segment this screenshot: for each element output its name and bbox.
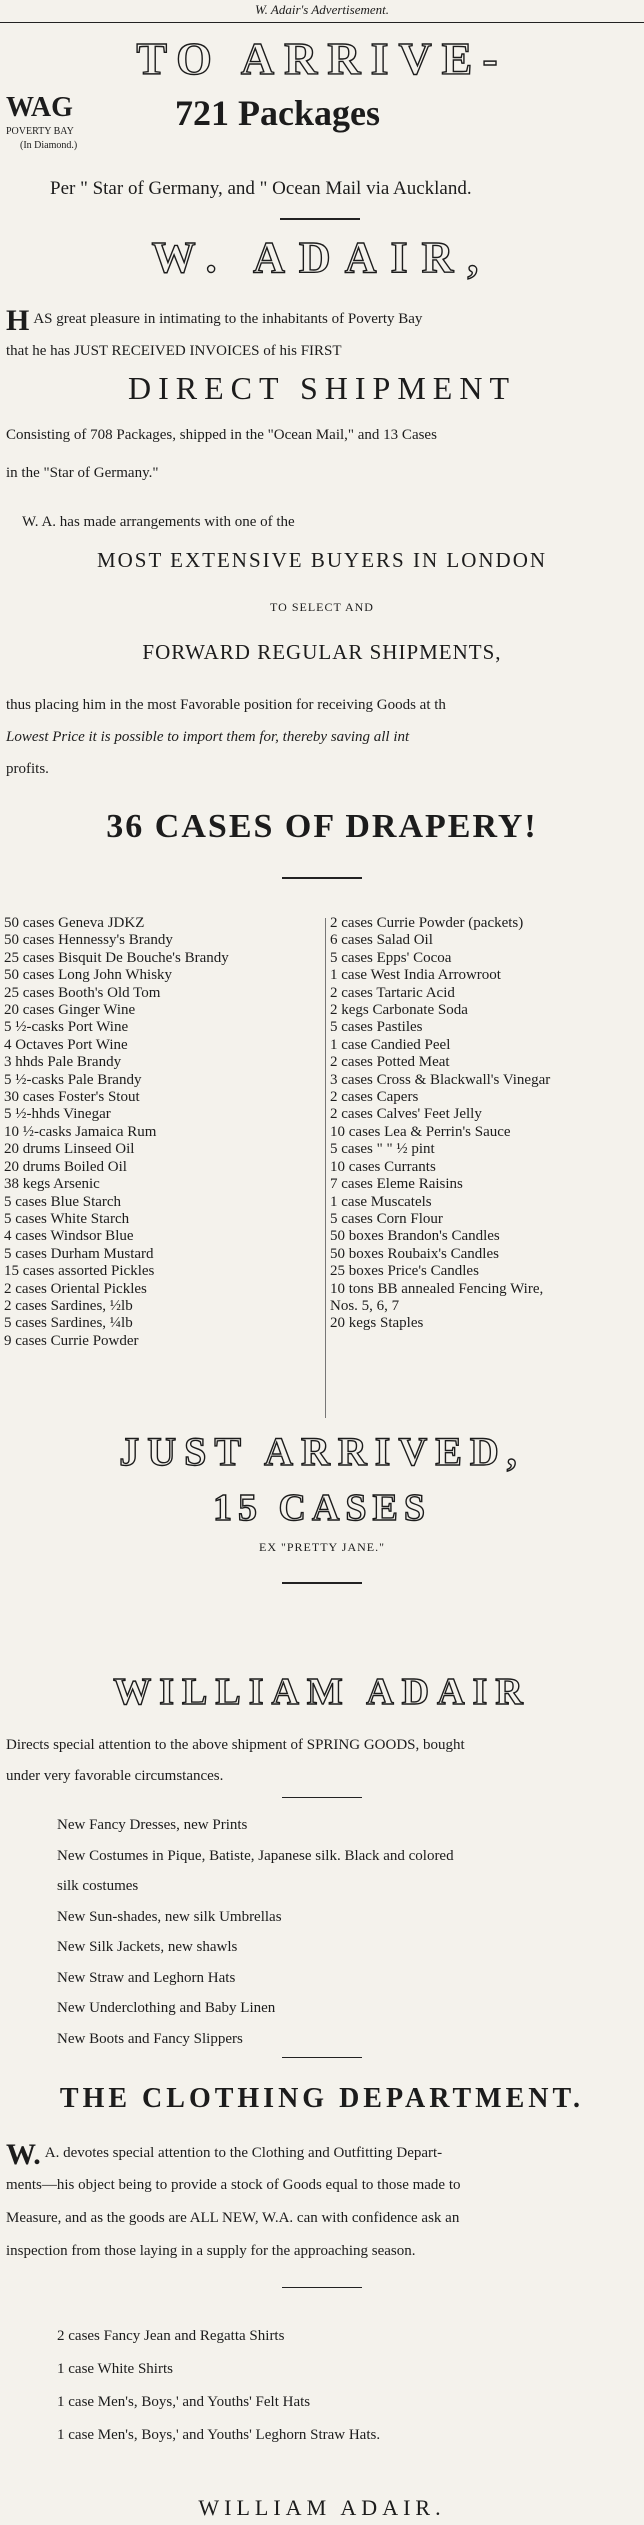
drapery-right-item: 2 cases Potted Meat (330, 1054, 450, 1071)
spring-goods-item: New Underclothing and Baby Linen (57, 2000, 276, 2016)
drapery-left-item: 2 cases Sardines, ½lb (4, 1297, 133, 1314)
placing-line-2: Lowest Price it is possible to import them for, thereby saving all int (6, 729, 410, 745)
drapery-right-item: 7 cases Eleme Raisins (330, 1176, 463, 1193)
per-line: Per " Star of Germany, and " Ocean Mail via Auckland. (50, 178, 472, 199)
drapery-right-item: 5 cases Pastiles (330, 1019, 423, 1036)
drapery-right-item: 10 cases Currants (330, 1158, 436, 1175)
drapery-right-item: 5 cases Epps' Cocoa (330, 949, 452, 966)
clothing-drop-cap: W. (6, 2138, 41, 2171)
poverty-bay-label: POVERTY BAY (6, 126, 74, 137)
drapery-left-item: 38 kegs Arsenic (4, 1176, 100, 1193)
fifteen-cases: 15 CASES (213, 1487, 431, 1529)
ex-pretty-jane: EX "PRETTY JANE." (258, 1540, 385, 1554)
drapery-right-item: 2 cases Tartaric Acid (330, 984, 455, 1001)
drapery-right-item: 10 cases Lea & Perrin's Sauce (330, 1123, 511, 1140)
drapery-left-item: 3 hhds Pale Brandy (4, 1054, 122, 1071)
diamond-label: (In Diamond.) (20, 140, 78, 151)
spring-goods-item: New Boots and Fancy Slippers (57, 2030, 243, 2047)
clothing-line-1-text: A. devotes special attention to the Clothing and Outfitting Depart- (44, 2145, 443, 2161)
drapery-left-item: 20 cases Ginger Wine (4, 1002, 136, 1019)
rule-3 (282, 1582, 362, 1584)
drapery-right-item: 20 kegs Staples (330, 1315, 424, 1332)
drapery-left-item: 20 drums Boiled Oil (4, 1158, 127, 1175)
drapery-right-item: 3 cases Cross & Blackwall's Vinegar (330, 1071, 551, 1088)
directs-line-1: Directs special attention to the above shipment of SPRING GOODS, bought (6, 1737, 465, 1753)
signature: WILLIAM ADAIR. (198, 2495, 446, 2520)
spring-goods-item: New Silk Jackets, new shawls (57, 1939, 238, 1955)
drapery-left-item: 20 drums Linseed Oil (4, 1141, 135, 1158)
drapery-right-list (330, 915, 550, 1333)
spring-goods-list (57, 1810, 454, 2054)
spring-goods-item: New Straw and Leghorn Hats (57, 1969, 236, 1986)
spring-goods-item: New Fancy Dresses, new Prints (57, 1817, 248, 1833)
drapery-right-item: 2 kegs Carbonate Soda (330, 1002, 468, 1019)
drapery-left-item: 2 cases Oriental Pickles (4, 1280, 147, 1297)
drapery-left-item: 5 ½-hhds Vinegar (4, 1106, 111, 1123)
wag-label: WAG (6, 92, 73, 123)
drapery-right-item: 10 tons BB annealed Fencing Wire, (330, 1280, 544, 1297)
drapery-left-item: 25 cases Bisquit De Bouche's Brandy (4, 949, 229, 966)
drapery-left-item: 5 ½-casks Pale Brandy (4, 1071, 142, 1088)
drapery-left-item: 4 Octaves Port Wine (4, 1036, 128, 1053)
clothing-line-3: Measure, and as the goods are ALL NEW, W.A. can with confidence ask an (6, 2210, 460, 2226)
placing-line-3: profits. (6, 761, 49, 777)
clothing-headline: THE CLOTHING DEPARTMENT. (59, 2083, 585, 2114)
drapery-left-item: 10 ½-casks Jamaica Rum (4, 1123, 157, 1140)
clothing-item: 1 case White Shirts (57, 2361, 173, 2377)
packages-count: 721 Packages (175, 93, 380, 133)
drapery-left-item: 5 cases Blue Starch (4, 1193, 122, 1210)
drapery-right-item: 50 boxes Roubaix's Candles (330, 1245, 499, 1262)
placing-line-1: thus placing him in the most Favorable position for receiving Goods at th (6, 697, 446, 713)
rule-6 (282, 2287, 362, 2288)
drapery-left-item: 5 ½-casks Port Wine (4, 1019, 129, 1036)
drapery-left-item: 5 cases Sardines, ¼lb (4, 1315, 133, 1332)
intro-text (6, 304, 422, 335)
drapery-right-item: 5 cases " " ½ pint (330, 1141, 435, 1158)
just-arrived-headline: JUST ARRIVED, (119, 1429, 525, 1474)
drapery-right-item: 50 boxes Brandon's Candles (330, 1228, 500, 1245)
drapery-right-item: 2 cases Currie Powder (packets) (330, 915, 524, 931)
advert-label: W. Adair's Advertisement. (255, 2, 389, 17)
drapery-left-item: 5 cases Durham Mustard (4, 1245, 154, 1262)
drapery-right-item: Nos. 5, 6, 7 (330, 1297, 400, 1314)
drapery-right-item: 6 cases Salad Oil (330, 932, 433, 949)
clothing-line-2: ments—his object being to provide a stock of Goods equal to those made to (6, 2177, 461, 2193)
drapery-column-divider (325, 918, 326, 1418)
clothing-items-list (57, 2320, 380, 2452)
consisting-line-1: Consisting of 708 Packages, shipped in the "Ocean Mail," and 13 Cases (6, 427, 437, 443)
clothing-item: 2 cases Fancy Jean and Regatta Shirts (57, 2328, 285, 2344)
spring-goods-item: New Costumes in Pique, Batiste, Japanese silk. Black and colored (57, 1847, 454, 1864)
spring-goods-item: New Sun-shades, new silk Umbrellas (57, 1908, 282, 1925)
directs-line-2: under very favorable circumstances. (6, 1768, 224, 1784)
drapery-right-item: 1 case West India Arrowroot (330, 967, 501, 984)
clothing-line-4: inspection from those laying in a supply for the approaching season. (6, 2243, 416, 2259)
rule-4 (282, 1797, 362, 1798)
drapery-left-item: 4 cases Windsor Blue (4, 1228, 134, 1245)
drapery-right-item: 25 boxes Price's Candles (330, 1263, 479, 1280)
rule-1 (280, 218, 360, 220)
consisting-line-2: in the "Star of Germany." (6, 465, 159, 481)
drapery-left-item: 9 cases Currie Powder (4, 1332, 139, 1349)
drapery-left-item: 30 cases Foster's Stout (4, 1089, 140, 1106)
direct-shipment: DIRECT SHIPMENT (128, 370, 516, 406)
intro-line-2: that he has JUST RECEIVED INVOICES of his FIRST (6, 343, 342, 359)
intro-line-1: AS great pleasure in intimating to the inhabitants of Poverty Bay (33, 311, 423, 327)
buyers-line: MOST EXTENSIVE BUYERS IN LONDON (96, 548, 548, 572)
william-adair-heading: WILLIAM ADAIR (113, 1671, 531, 1713)
clothing-line-1 (6, 2138, 442, 2169)
drapery-headline: 36 CASES OF DRAPERY! (106, 808, 538, 845)
clothing-item: 1 case Men's, Boys,' and Youths' Leghorn Straw Hats. (57, 2427, 381, 2443)
drapery-left-item: 50 cases Hennessy's Brandy (4, 932, 173, 949)
to-select-line: TO SELECT AND (270, 600, 374, 614)
drapery-right-item: 5 cases Corn Flour (330, 1210, 443, 1227)
header-rule (0, 22, 644, 23)
arrangements-line: W. A. has made arrangements with one of the (22, 514, 295, 530)
spring-goods-item: silk costumes (57, 1878, 139, 1894)
drapery-left-item: 15 cases assorted Pickles (4, 1263, 155, 1280)
forward-line: FORWARD REGULAR SHIPMENTS, (142, 640, 502, 664)
drapery-right-item: 2 cases Calves' Feet Jelly (330, 1106, 482, 1123)
drapery-left-item: 5 cases White Starch (4, 1210, 130, 1227)
w-adair-heading: W. ADAIR, (151, 233, 493, 282)
intro-drop-cap: H (6, 304, 30, 337)
rule-5 (282, 2057, 362, 2058)
drapery-left-list (4, 915, 229, 1350)
drapery-left-item: 50 cases Geneva JDKZ (4, 915, 145, 931)
drapery-left-item: 50 cases Long John Whisky (4, 967, 173, 984)
to-arrive-headline: TO ARRIVE- (136, 33, 508, 84)
rule-2 (282, 877, 362, 879)
clothing-item: 1 case Men's, Boys,' and Youths' Felt Hats (57, 2394, 311, 2410)
drapery-left-item: 25 cases Booth's Old Tom (4, 984, 161, 1001)
drapery-right-item: 1 case Candied Peel (330, 1036, 451, 1053)
drapery-right-item: 1 case Muscatels (330, 1193, 432, 1210)
drapery-right-item: 2 cases Capers (330, 1089, 419, 1106)
